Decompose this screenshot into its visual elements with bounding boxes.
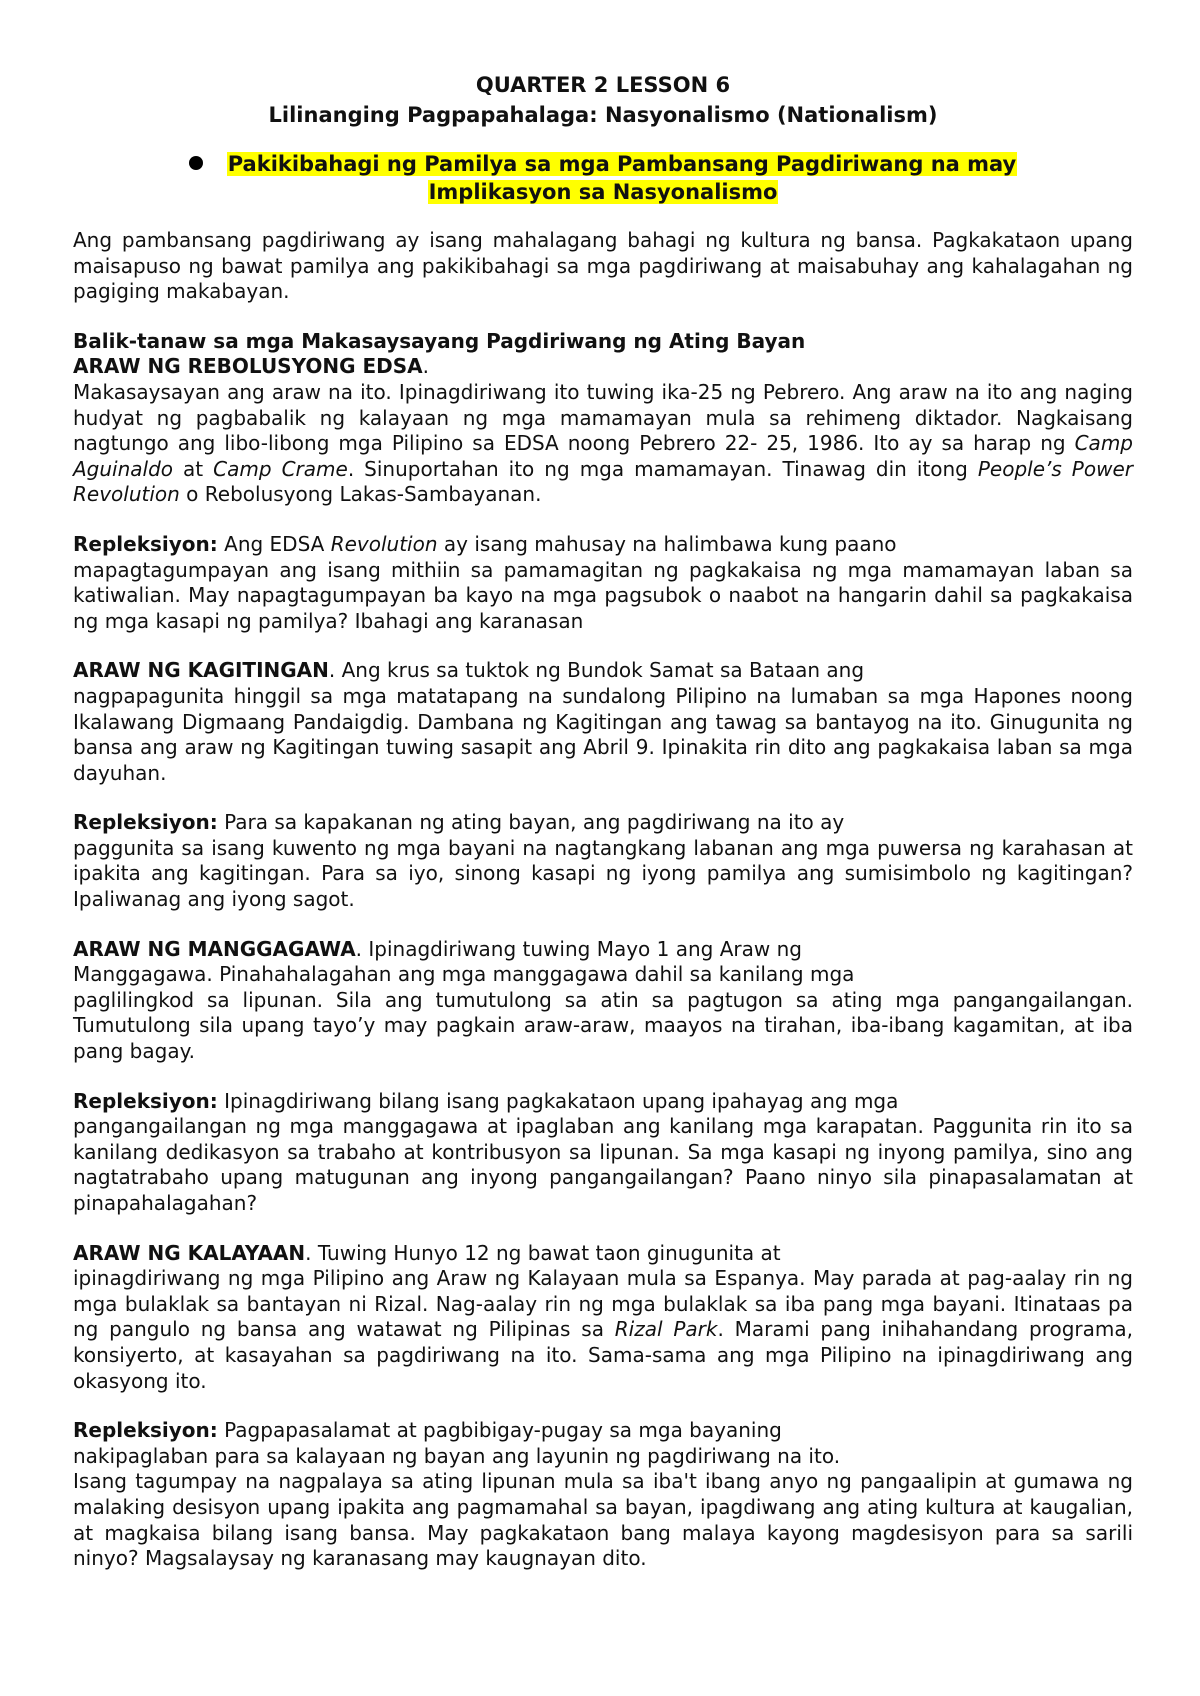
edsa-ref-text-1: Ang EDSA bbox=[217, 531, 331, 556]
kagitingan-title: ARAW NG KAGITINGAN bbox=[73, 658, 329, 683]
manggagawa-ref-first: Ipinagdiriwang bilang isang pagkakataon upang ipahayag ang mga bbox=[217, 1088, 899, 1113]
section-heading-text: Balik-tanaw sa mga Makasaysayang Pagdiriwang ng Ating Bayan bbox=[73, 328, 806, 353]
reflection-label: Repleksiyon: bbox=[73, 531, 218, 556]
edsa-title bbox=[73, 354, 1133, 380]
kagitingan-first bbox=[73, 658, 1133, 684]
kalayaan-reflection-rest: Isang tagumpay na nagpalaya sa ating lipunan mula sa iba't ibang anyo ng pangaalipin at gumawa ng malaking desisyon upang ipakita ang pagmamahal sa bayan, ipagdiwang ang ating kultura at kaugalian, at magkaisa bilang isang bansa. May pagkakataon bang malaya kayong magdesisyon para sa sarili ninyo? Magsalaysay ng karanasang may kaugnayan dito. bbox=[73, 1469, 1133, 1571]
kagitingan-first-text: . Ang krus sa tuktok ng Bundok Samat sa Bataan ang bbox=[328, 658, 865, 683]
kagitingan-reflection-first bbox=[73, 810, 1133, 836]
kagitingan-ref-first: Para sa kapakanan ng ating bayan, ang pagdiriwang na ito ay bbox=[217, 810, 845, 835]
kalayaan-reflection-first bbox=[73, 1418, 1133, 1444]
edsa-text-4: o Rebolusyong Lakas-Sambayanan. bbox=[179, 482, 542, 507]
kalayaan-rest bbox=[73, 1266, 1133, 1394]
edsa-italic-1: Camp Aguinaldo bbox=[73, 431, 1133, 481]
edsa-ref-italic: Revolution bbox=[330, 531, 438, 556]
reflection-label: Repleksiyon: bbox=[73, 1418, 218, 1443]
kalayaan-first-text: . Tuwing Hunyo 12 ng bawat taon ginugunita at bbox=[305, 1240, 781, 1265]
edsa-italic-3: People’s Power Revolution bbox=[73, 456, 1133, 507]
intro-paragraph: Ang pambansang pagdiriwang ay isang mahalagang bahagi ng kultura ng bansa. Pagkakataon upang maisapuso ng bawat pamilya ang pakikibahagi sa mga pagdiriwang at maisabuhay ang kahalagahan ng pagiging makabayan. bbox=[73, 228, 1133, 304]
topic-line-1: Pakikibahagi ng Pamilya sa mga Pambansang Pagdiriwang na may bbox=[227, 152, 1017, 176]
highlighted-topic bbox=[73, 150, 1133, 206]
edsa-reflection-rest: mapagtagumpayan ang isang mithiin sa pamamagitan ng pagkakaisa ng mga mamamayan laban sa katiwalian. May napagtagumpayan ba kayo na mga pagsubok o naabot na hangarin dahil sa pagkakaisa ng mga kasapi ng pamilya? Ibahagi ang karanasan bbox=[73, 557, 1133, 633]
bullet-icon bbox=[189, 156, 203, 170]
kalayaan-rest-text-1: ipinagdiriwang ng mga Pilipino ang Araw ng Kalayaan mula sa Espanya. May parada at pag-aalay rin ng mga bulaklak sa bantayan ni Rizal. Nag-aalay rin ng mga bulaklak sa iba pang mga bayani. Itinataas pa ng pangulo ng bansa ang watawat ng Pilipinas sa bbox=[73, 1266, 1133, 1342]
edsa-reflection-first bbox=[73, 532, 1133, 558]
lesson-title: QUARTER 2 LESSON 6 bbox=[475, 73, 731, 97]
edsa-title-text: ARAW NG REBOLUSYONG EDSA bbox=[73, 354, 423, 379]
reflection-label: Repleksiyon: bbox=[73, 1088, 218, 1113]
edsa-paragraph bbox=[73, 380, 1133, 508]
section-heading bbox=[73, 329, 1133, 355]
edsa-text-2: at bbox=[173, 456, 214, 481]
manggagawa-title: ARAW NG MANGGAGAWA bbox=[73, 936, 356, 961]
manggagawa-rest: paglilingkod sa lipunan. Sila ang tumutulong sa atin sa pagtugon sa ating mga pangangailangan. Tumutulong sila upang tayo’y may pagkain araw-araw, maayos na tirahan, iba-ibang kagamitan, at iba pang bagay. bbox=[73, 987, 1133, 1064]
edsa-text-1: Makasaysayan ang araw na ito. Ipinagdiriwang ito tuwing ika-25 ng Pebrero. Ang araw na ito ang naging hudyat ng pagbabalik ng kalayaan ng mga mamamayan mula sa rehimeng diktador. Nagkaisang nagtungo ang libo-libong mga Pilipino sa EDSA noong Pebrero 22- 25, 1986. Ito ay sa harap ng bbox=[73, 379, 1133, 456]
edsa-italic-2: Camp Crame bbox=[213, 456, 348, 481]
kalayaan-first bbox=[73, 1241, 1133, 1267]
kalayaan-rest-italic: Rizal Park bbox=[614, 1317, 718, 1342]
kagitingan-reflection-rest: paggunita sa isang kuwento ng mga bayani na nagtangkang labanan ang mga puwersa ng karahasan at ipakita ang kagitingan. Para sa iyo, sinong kasapi ng iyong pamilya ang sumisimbolo ng kagitingan? Ipaliwanag ang iyong sagot. bbox=[73, 835, 1133, 912]
kalayaan-reflection-second: nakipaglaban para sa kalayaan ng bayan ang layunin ng pagdiriwang na ito. bbox=[73, 1443, 841, 1468]
manggagawa-first bbox=[73, 937, 1133, 963]
lesson-subtitle: Lilinanging Pagpapahalaga: Nasyonalismo (Nationalism) bbox=[268, 103, 938, 127]
kalayaan-rest-text-2: . Marami pang inihahandang programa, konsiyerto, at kasayahan sa pagdiriwang na ito. Sama-sama ang mga Pilipino na ipinagdiriwang ang okasyong ito. bbox=[73, 1317, 1133, 1393]
edsa-ref-text-2: ay isang mahusay na halimbawa kung paano bbox=[437, 531, 897, 556]
kalayaan-ref-first: Pagpapasalamat at pagbibigay-pugay sa mga bayaning bbox=[217, 1418, 782, 1443]
document-page bbox=[73, 70, 1133, 1572]
manggagawa-reflection-rest: pangangailangan ng mga manggagawa at ipaglaban ang kanilang mga karapatan. Paggunita rin ito sa kanilang dedikasyon sa trabaho at kontribusyon sa lipunan. Sa mga kasapi ng inyong pamilya, sino ang nagtatrabaho upang matugunan ang inyong pangangailangan? Paano ninyo sila pinapasalamatan at pinapahalagahan? bbox=[73, 1114, 1133, 1215]
topic-line-2: Implikasyon sa Nasyonalismo bbox=[428, 180, 778, 204]
reflection-label: Repleksiyon: bbox=[73, 810, 218, 835]
edsa-title-suffix: . bbox=[422, 354, 429, 379]
kagitingan-rest: nagpapagunita hinggil sa mga matatapang na sundalong Pilipino na lumaban sa mga Hapones noong Ikalawang Digmaang Pandaigdig. Dambana ng Kagitingan ang tawag sa bantayog na ito. Ginugunita ng bansa ang araw ng Kagitingan tuwing sasapit ang Abril 9. Ipinakita rin dito ang pagkakaisa laban sa mga dayuhan. bbox=[73, 683, 1133, 785]
manggagawa-second: Manggagawa. Pinahahalagahan ang mga manggagawa dahil sa kanilang mga bbox=[73, 962, 855, 987]
manggagawa-first-text: . Ipinagdiriwang tuwing Mayo 1 ang Araw ng bbox=[355, 936, 802, 961]
manggagawa-reflection-first bbox=[73, 1089, 1133, 1115]
edsa-text-3: . Sinuportahan ito ng mga mamamayan. Tinawag din itong bbox=[347, 456, 978, 481]
kalayaan-title: ARAW NG KALAYAAN bbox=[73, 1240, 306, 1265]
